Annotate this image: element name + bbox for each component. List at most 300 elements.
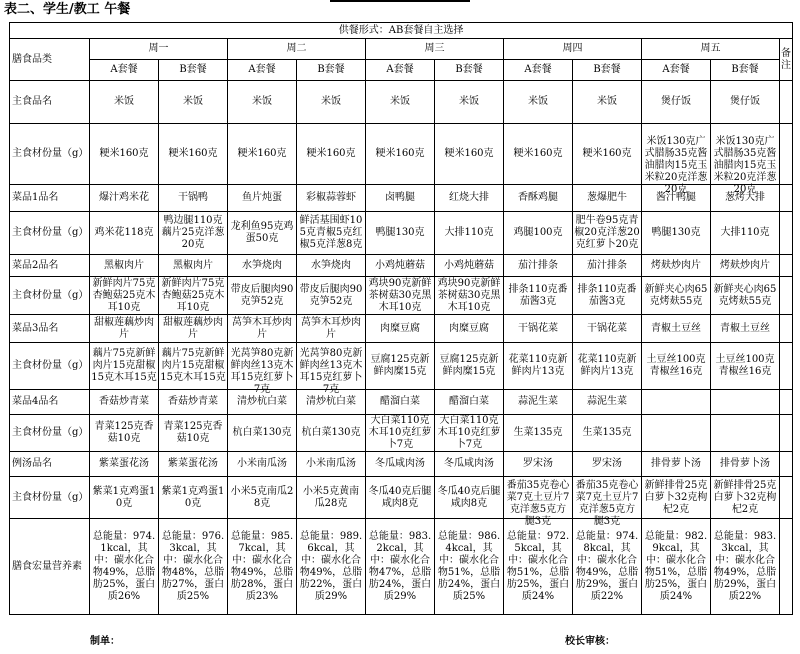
table-cell <box>297 477 366 519</box>
day-header: 周一 <box>90 39 228 60</box>
table-cell <box>228 477 297 519</box>
table-cell <box>435 212 504 255</box>
table-row <box>10 277 793 315</box>
table-cell <box>711 255 780 277</box>
table-row <box>10 124 793 185</box>
table-cell <box>642 519 711 615</box>
cell-text: 排骨萝卜汤 <box>651 458 701 469</box>
nutrition-text: 总能量：983.2kcal，其中：碳水化合物47%，总脂肪24%，蛋白质29% <box>368 530 432 602</box>
table-cell <box>642 212 711 255</box>
set-label: B套餐 <box>711 60 780 81</box>
cell-text: 豆腐125克新鲜肉糜15克 <box>439 354 499 377</box>
table-cell <box>435 452 504 477</box>
cell-text: 冬瓜40克后腿咸肉8克 <box>437 485 501 509</box>
cell-text: 煲仔饭 <box>730 96 760 107</box>
cell-text: 酱汁鸭腿 <box>656 192 696 203</box>
cell-text: 干锅花菜 <box>518 322 558 334</box>
cell-text: 肉糜豆腐 <box>449 322 489 334</box>
cell-text: 鸭腿130克 <box>375 227 425 238</box>
remarks-cell <box>780 185 793 212</box>
table-cell <box>90 277 159 315</box>
cell-text: 米饭 <box>183 96 203 107</box>
table-cell <box>90 477 159 519</box>
cell-text: 米饭130克广式腊肠35克酱油腊肉15克玉米粒20克洋葱20克 <box>644 136 708 195</box>
row-label: 主食材份量（g） <box>10 343 90 390</box>
menu-table <box>9 22 793 615</box>
cell-text: 生菜135克 <box>513 427 563 438</box>
table-cell <box>159 185 228 212</box>
cell-text: 黑椒肉片 <box>104 259 144 271</box>
table-cell <box>642 81 711 124</box>
table-cell <box>228 81 297 124</box>
table-cell <box>573 185 642 212</box>
table-cell <box>366 255 435 277</box>
table-cell <box>711 477 780 519</box>
nutrition-text: 总能量：989.6kcal，其中：碳水化合物49%，总脂肪22%，蛋白质29% <box>299 530 363 602</box>
set-label: B套餐 <box>435 60 504 81</box>
table-cell <box>711 124 780 195</box>
table-cell <box>711 277 780 315</box>
cell-text: 花菜110克新鲜肉片13克 <box>577 354 637 377</box>
table-cell <box>504 81 573 124</box>
table-cell <box>504 390 573 415</box>
table-cell <box>90 343 159 390</box>
table-cell <box>435 255 504 277</box>
table-row <box>10 315 793 343</box>
table-cell <box>573 390 642 415</box>
table-cell <box>228 255 297 277</box>
table-cell <box>435 390 504 415</box>
table-cell <box>297 212 366 255</box>
table-cell <box>297 277 366 315</box>
cell-text: 藕片75克新鲜肉片15克甜椒15克木耳15克 <box>91 348 157 383</box>
cell-text: 杭白菜130克 <box>301 427 361 438</box>
table-cell <box>711 452 780 477</box>
set-label: B套餐 <box>297 60 366 81</box>
table-cell <box>297 315 366 343</box>
cell-text: 杭白菜130克 <box>232 427 292 438</box>
cell-text: 紫菜1克鸡蛋10克 <box>161 485 225 509</box>
nutrition-text: 总能量：986.4kcal，其中：碳水化合物51%，总脂肪24%，蛋白质25% <box>437 530 501 602</box>
table-cell <box>711 390 780 415</box>
row-label: 主食材份量（g） <box>10 124 90 185</box>
table-row <box>10 452 793 477</box>
cell-text: 光莴笋80克新鲜肉丝13克木耳15克红萝卜7克 <box>230 348 294 395</box>
cell-text: 新鲜肉片75克杏鲍菇25克木耳10克 <box>161 277 225 313</box>
table-cell <box>90 390 159 415</box>
table-cell <box>504 277 573 315</box>
cell-text: 茄汁排条 <box>587 259 627 271</box>
table-cell <box>228 415 297 452</box>
table-cell <box>366 315 435 343</box>
table-cell <box>366 477 435 519</box>
set-label: A套餐 <box>90 60 159 81</box>
cell-text: 冬瓜咸肉汤 <box>444 458 494 469</box>
cell-text: 罗宋汤 <box>523 458 553 469</box>
remarks-cell <box>780 415 793 452</box>
row-label: 菜品1品名 <box>10 185 90 212</box>
row-label: 主食材份量（g） <box>10 477 90 519</box>
table-cell <box>159 343 228 390</box>
cell-text: 香酥鸡腿 <box>518 192 558 203</box>
cell-text: 排条110克番茄酱3克 <box>508 283 568 307</box>
remarks-cell <box>780 390 793 415</box>
cell-text: 干锅鸭 <box>178 192 208 203</box>
table-cell <box>711 81 780 124</box>
nutrition-text: 总能量：976.3kcal，其中：碳水化合物48%，总脂肪27%，蛋白质25% <box>161 530 225 602</box>
table-row <box>10 415 793 452</box>
remarks-cell <box>780 452 793 477</box>
table-cell <box>711 212 780 255</box>
nutrition-text: 总能量：974.8kcal，其中：碳水化合物49%，总脂肪29%，蛋白质22% <box>575 530 639 602</box>
cell-text: 干锅花菜 <box>587 322 627 334</box>
set-label: A套餐 <box>504 60 573 81</box>
day-header: 周五 <box>642 39 780 60</box>
category-header: 膳食品类 <box>10 39 90 81</box>
table-cell <box>228 452 297 477</box>
cell-text: 新鲜夹心肉65克烤麸55克 <box>713 283 777 307</box>
remarks-header: 备注 <box>780 39 793 81</box>
cell-text: 生菜135克 <box>582 427 632 438</box>
table-row <box>10 255 793 277</box>
table-cell <box>711 519 780 615</box>
table-cell <box>711 415 780 452</box>
table-cell <box>573 315 642 343</box>
cell-text: 甜椒莲藕炒肉片 <box>94 316 154 340</box>
cell-text: 花菜110克新鲜肉片13克 <box>508 354 568 377</box>
table-cell <box>642 343 711 390</box>
cell-text: 肥牛卷95克青椒20克洋葱20克红萝卜20克 <box>574 215 640 250</box>
cell-text: 清炒杭白菜 <box>306 396 356 407</box>
cell-text: 粳米160克 <box>444 148 494 159</box>
row-label: 主食品名 <box>10 81 90 124</box>
cell-text: 紫菜1克鸡蛋10克 <box>92 485 156 509</box>
cell-text: 卤鸭腿 <box>385 192 415 203</box>
table-cell <box>228 185 297 212</box>
table-cell <box>504 124 573 185</box>
table-cell <box>573 277 642 315</box>
cell-text: 蒜泥生菜 <box>587 396 627 407</box>
table-cell <box>366 212 435 255</box>
table-cell <box>159 81 228 124</box>
table-cell <box>366 343 435 390</box>
table-cell <box>90 185 159 212</box>
cell-text: 葱爆肥牛 <box>587 192 627 203</box>
cell-text: 罗宋汤 <box>592 458 622 469</box>
top-rule <box>330 0 470 5</box>
cell-text: 鸭腿130克 <box>651 227 701 238</box>
cell-text: 粳米160克 <box>306 148 356 159</box>
cell-text: 红烧大排 <box>449 192 489 203</box>
supply-mode: 供餐形式：AB套餐自主选择 <box>10 23 793 39</box>
cell-text: 米饭 <box>528 96 548 107</box>
table-cell <box>297 255 366 277</box>
table-cell <box>504 343 573 390</box>
table-cell <box>90 415 159 452</box>
cell-text: 藕片75克新鲜肉片15克甜椒15克木耳15克 <box>160 348 226 383</box>
cell-text: 粳米160克 <box>375 148 425 159</box>
set-label: A套餐 <box>642 60 711 81</box>
set-label: A套餐 <box>228 60 297 81</box>
nutrition-text: 总能量：983.3kcal，其中：碳水化合物49%，总脂肪29%，蛋白质22% <box>713 530 777 602</box>
table-cell <box>159 124 228 185</box>
table-cell <box>642 255 711 277</box>
cell-text: 鱼片炖蛋 <box>242 192 282 203</box>
row-label: 菜品3品名 <box>10 315 90 343</box>
cell-text: 带皮后腿肉90克笋52克 <box>299 283 363 307</box>
table-cell <box>435 477 504 519</box>
cell-text: 蒜泥生菜 <box>518 396 558 407</box>
cell-text: 鸡腿100克 <box>513 227 563 238</box>
cell-text: 粳米160克 <box>168 148 218 159</box>
cell-text: 粳米160克 <box>582 148 632 159</box>
cell-text: 番茄35克卷心菜7克土豆片7克洋葱5克方腿3克 <box>506 479 570 527</box>
table-cell <box>711 315 780 343</box>
cell-text: 米饭 <box>114 96 134 107</box>
cell-text: 醋溜白菜 <box>380 396 420 407</box>
cell-text: 香菇炒青菜 <box>99 396 149 407</box>
cell-text: 黑椒肉片 <box>173 259 213 271</box>
table-row <box>10 477 793 519</box>
table-cell <box>297 415 366 452</box>
cell-text: 米饭 <box>597 96 617 107</box>
row-label: 主食材份量（g） <box>10 415 90 452</box>
row-label: 菜品4品名 <box>10 390 90 415</box>
table-cell <box>366 124 435 185</box>
table-cell <box>504 519 573 615</box>
cell-text: 醋溜白菜 <box>449 396 489 407</box>
table-cell <box>435 343 504 390</box>
cell-text: 甜椒莲藕炒肉片 <box>163 316 223 340</box>
cell-text: 米饭 <box>390 96 410 107</box>
cell-text: 鸭边腿110克藕片25克洋葱20克 <box>161 215 225 250</box>
table-cell <box>228 212 297 255</box>
cell-text: 清炒杭白菜 <box>237 396 287 407</box>
cell-text: 肉糜豆腐 <box>380 322 420 334</box>
cell-text: 爆汁鸡米花 <box>99 192 149 203</box>
table-cell <box>90 124 159 185</box>
cell-text: 豆腐125克新鲜肉糜15克 <box>370 354 430 377</box>
cell-text: 小米5克黄南瓜28克 <box>302 485 360 509</box>
cell-text: 烤麸炒肉片 <box>651 259 701 271</box>
cell-text: 水笋烧肉 <box>311 259 351 271</box>
table-cell <box>642 124 711 195</box>
table-cell <box>504 255 573 277</box>
principal-review-label: 校长审核： <box>565 636 615 647</box>
cell-text: 龙利鱼95克鸡蛋50克 <box>230 221 294 244</box>
cell-text: 莴笋木耳炒肉片 <box>301 316 361 340</box>
nutrition-text: 总能量：972.5kcal，其中：碳水化合物51%，总脂肪25%，蛋白质24% <box>506 530 570 602</box>
table-cell <box>90 519 159 615</box>
day-header: 周二 <box>228 39 366 60</box>
table-cell <box>435 415 504 452</box>
table-cell <box>435 315 504 343</box>
cell-text: 青椒土豆丝 <box>720 322 770 334</box>
table-cell <box>366 185 435 212</box>
cell-text: 土豆丝100克青椒丝16克 <box>646 354 706 377</box>
table-cell <box>90 255 159 277</box>
cell-text: 米饭 <box>252 96 272 107</box>
cell-text: 米饭130克广式腊肠35克酱油腊肉15克玉米粒20克洋葱20克 <box>713 136 777 195</box>
cell-text: 新鲜肉片75克杏鲍菇25克木耳10克 <box>92 277 156 313</box>
table-cell <box>573 255 642 277</box>
row-label: 主食材份量（g） <box>10 277 90 315</box>
nutrition-text: 总能量：982.9kcal，其中：碳水化合物51%，总脂肪25%，蛋白质24% <box>644 530 708 602</box>
row-label: 例汤品名 <box>10 452 90 477</box>
table-cell <box>504 452 573 477</box>
table-cell <box>642 277 711 315</box>
table-cell <box>228 277 297 315</box>
table-cell <box>159 255 228 277</box>
table-cell <box>228 124 297 185</box>
table-cell <box>504 212 573 255</box>
table-cell <box>366 519 435 615</box>
cell-text: 大排110克 <box>444 227 494 238</box>
cell-text: 烤麸炒肉片 <box>720 259 770 271</box>
table-cell <box>573 81 642 124</box>
table-cell <box>90 81 159 124</box>
cell-text: 粳米160克 <box>99 148 149 159</box>
table-row <box>10 212 793 255</box>
cell-text: 带皮后腿肉90克笋52克 <box>230 283 294 307</box>
remarks-cell <box>780 255 793 277</box>
table-cell <box>297 519 366 615</box>
table-cell <box>435 277 504 315</box>
table-cell <box>435 124 504 185</box>
cell-text: 番茄35克卷心菜7克土豆片7克洋葱5克方腿3克 <box>575 479 639 527</box>
table-cell <box>435 185 504 212</box>
cell-text: 莴笋木耳炒肉片 <box>232 316 292 340</box>
remarks-cell <box>780 519 793 615</box>
row-label: 主食材份量（g） <box>10 212 90 255</box>
table-heading: 表二、学生/教工 午餐 <box>4 2 131 17</box>
set-label: B套餐 <box>159 60 228 81</box>
table-cell <box>435 81 504 124</box>
remarks-cell <box>780 315 793 343</box>
maker-label: 制单： <box>90 636 120 647</box>
table-cell <box>159 277 228 315</box>
table-cell <box>573 415 642 452</box>
table-cell <box>573 124 642 185</box>
table-cell <box>90 315 159 343</box>
cell-text: 青菜125克香菇10克 <box>94 421 154 444</box>
cell-text: 香菇炒青菜 <box>168 396 218 407</box>
remarks-cell <box>780 343 793 390</box>
cell-text: 粳米160克 <box>237 148 287 159</box>
table-cell <box>366 390 435 415</box>
table-cell <box>435 519 504 615</box>
table-cell <box>297 452 366 477</box>
table-cell <box>573 452 642 477</box>
cell-text: 鸡米花118克 <box>94 227 154 238</box>
table-cell <box>642 390 711 415</box>
day-header: 周四 <box>504 39 642 60</box>
table-cell <box>504 185 573 212</box>
cell-text: 米饭 <box>459 96 479 107</box>
table-cell <box>573 477 642 527</box>
cell-text: 排骨萝卜汤 <box>720 458 770 469</box>
cell-text: 小鸡炖蘑菇 <box>375 259 425 271</box>
set-label: B套餐 <box>573 60 642 81</box>
cell-text: 大白菜110克木耳10克红萝卜7克 <box>437 415 501 450</box>
table-row <box>10 390 793 415</box>
table-cell <box>366 277 435 315</box>
cell-text: 鲜活基围虾105克青椒5克红椒5克洋葱8克 <box>299 215 363 250</box>
table-cell <box>297 185 366 212</box>
table-cell <box>159 519 228 615</box>
cell-text: 水笋烧肉 <box>242 259 282 271</box>
cell-text: 光莴笋80克新鲜肉丝13克木耳15克红萝卜7克 <box>299 348 363 395</box>
table-cell <box>366 81 435 124</box>
cell-text: 青菜125克香菇10克 <box>163 421 223 444</box>
table-cell <box>366 415 435 452</box>
table-cell <box>90 452 159 477</box>
row-label: 膳食宏量营养素 <box>10 519 90 615</box>
table-row <box>10 81 793 124</box>
table-cell <box>297 81 366 124</box>
table-cell <box>642 452 711 477</box>
nutrition-text: 总能量：985.7kcal，其中：碳水化合物49%，总脂肪28%，蛋白质23% <box>230 530 294 602</box>
cell-text: 大白菜110克木耳10克红萝卜7克 <box>368 415 432 450</box>
cell-text: 冬瓜咸肉汤 <box>375 458 425 469</box>
table-cell <box>573 343 642 390</box>
remarks-cell <box>780 212 793 255</box>
day-header: 周三 <box>366 39 504 60</box>
table-cell <box>228 343 297 395</box>
table-cell <box>297 124 366 185</box>
table-cell <box>228 519 297 615</box>
row-label: 菜品2品名 <box>10 255 90 277</box>
cell-text: 彩椒蒜蓉虾 <box>306 192 356 203</box>
cell-text: 粳米160克 <box>513 148 563 159</box>
cell-text: 大排110克 <box>720 227 770 238</box>
cell-text: 小米南瓜汤 <box>237 458 287 469</box>
remarks-cell <box>780 277 793 315</box>
cell-text: 小米南瓜汤 <box>306 458 356 469</box>
cell-text: 排条110克番茄酱3克 <box>577 283 637 307</box>
table-cell <box>504 477 573 527</box>
cell-text: 小米5克南瓜28克 <box>230 485 294 509</box>
table-cell <box>159 315 228 343</box>
table-cell <box>159 415 228 452</box>
remarks-cell <box>780 477 793 519</box>
cell-text: 鸡块90克新鲜茶树菇30克黑木耳10克 <box>368 277 432 313</box>
table-cell <box>504 415 573 452</box>
cell-text: 茄汁排条 <box>518 259 558 271</box>
table-cell <box>642 315 711 343</box>
cell-text: 新鲜排骨25克白萝卜32克枸杞2克 <box>713 479 777 515</box>
cell-text: 青椒土豆丝 <box>651 322 701 334</box>
table-cell <box>504 315 573 343</box>
cell-text: 葱烤大排 <box>725 192 765 203</box>
table-cell <box>642 477 711 519</box>
table-cell <box>297 343 366 395</box>
table-cell <box>642 415 711 452</box>
table-cell <box>159 477 228 519</box>
cell-text: 新鲜夹心肉65克烤麸55克 <box>644 283 708 307</box>
cell-text: 冬瓜40克后腿咸肉8克 <box>368 485 432 509</box>
cell-text: 新鲜排骨25克白萝卜32克枸杞2克 <box>644 479 708 515</box>
table-cell <box>711 343 780 390</box>
cell-text: 土豆丝100克青椒丝16克 <box>715 354 775 377</box>
remarks-cell <box>780 81 793 124</box>
table-cell <box>228 315 297 343</box>
cell-text: 紫菜蛋花汤 <box>99 458 149 469</box>
table-cell <box>159 390 228 415</box>
cell-text: 鸡块90克新鲜茶树菇30克黑木耳10克 <box>437 277 501 313</box>
table-cell <box>90 212 159 255</box>
table-cell <box>573 519 642 615</box>
